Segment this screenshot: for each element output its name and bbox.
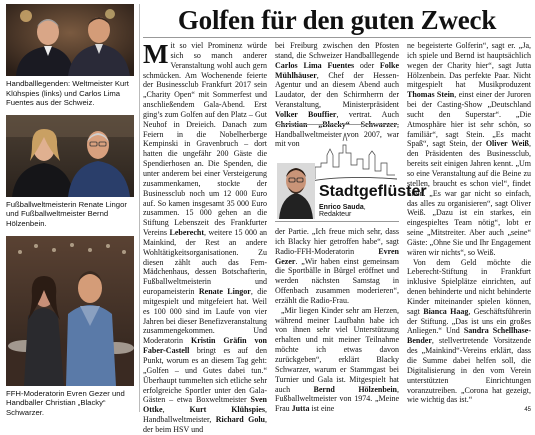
column-box-stadtgefluester [275, 124, 427, 222]
text-run: Von dem Geld möchte die Leberecht-Stiftung in Frankfurt inklusive Spielplätze einrichten, auf denen behinderte und nicht behinderte Kinder miteinander spielen können, sagt [407, 257, 531, 316]
text-run: it so viel Prominenz würde sich so manch anderer Veranstaltung wohl auch gern schmücken. Am Wochenende feierte der Businessclub Frankfurt 2017 sein „Charity Open“ mit Sommerfest und anschließendem Gala-Abend. Erst ging’s zum Golfen auf den Platz – Gut Neuhof in Dreieich. Danach zum Feiern in die Nobelherberge Kempinski in Gravenbruch – dort hatten die ungefähr 200 Gäste die Spendierhosen an. Die Spenden, die unter anderem bei einer Versteigerung zusammenkamen, stockte der Businessclub noch um 12 000 Euro auf. So kamen insgesamt 35 000 Euro zusammen. 15 000 gehen an die Stiftung Lebenszeit des Frankfurter Vereins [143, 41, 267, 238]
photo-caption-2: Fußballweltmeisterin Renate Lingor und Fußballweltmeister Bernd Hölzenbein. [6, 199, 127, 228]
photo-caption-3: FFH-Moderatorin Evren Gezer und Handballer Christian „Blacky“ Schwarzer. [6, 388, 125, 417]
person-name: Bianca Haag [423, 306, 469, 316]
person-name: Thomas Stein [407, 90, 455, 100]
text-run: ist eine [309, 404, 335, 414]
column-divider [139, 4, 140, 412]
drop-cap: M [143, 39, 169, 69]
photo-column [6, 4, 134, 424]
person-name: Christian „Blacky“ Schwarzer [275, 119, 397, 129]
skyline-icon [311, 133, 397, 181]
paragraph [275, 227, 399, 414]
article-column-2-bottom [275, 227, 399, 414]
text-run: , vertrat. Auch [336, 109, 399, 119]
author-name: Enrico Sauda [319, 204, 364, 211]
text-run: der Partie. „Ich freue mich sehr, dass ich Blacky hier getroffen habe“, sagt Radio-FFH-Moderatorin [275, 227, 399, 256]
person-name: Richard Golu [215, 415, 265, 425]
text-run: , [162, 405, 190, 415]
text-run: , Chef der Hessen-Agentur und an diesem Abend auch Laudator, der den Schirmherrn der Veranstaltung, Ministerpräsident [275, 70, 399, 110]
article-column-3 [407, 41, 531, 414]
person-name: Jutta [291, 404, 310, 414]
text-run: , Handballweltmeister, [143, 405, 267, 425]
text-run: bei Freiburg zwischen den Pfosten stand, die Schweizer Handballlegende [275, 41, 399, 60]
article-headline: Golfen für den guten Zweck [177, 5, 497, 35]
author-portrait [277, 163, 315, 219]
article-column-2-top [275, 41, 399, 149]
person-name: Kristin Gräfin von Faber-Castell [143, 336, 267, 356]
person-name: Volker Bouffier [275, 109, 337, 119]
text-run: , Geschäftsführerin der Stiftung. „Das ist uns ein großes Anliegen.“ Und [407, 306, 532, 336]
person-name: Carlos Lima Fuentes [275, 60, 355, 70]
photo-handball-legends [6, 4, 134, 76]
text-run: . „Wir haben einst gemeinsam die Sportbälle in Bürgel eröffnet und werden nächsten Samstag in Offenbach zusammen moderieren“, erzählt die Radio-Frau. [275, 256, 399, 305]
text-run: „Mir liegen Kinder sehr am Herzen, während meiner Laufbahn habe ich von ihnen sehr viel Unterstützung erhalten und mit meiner Teilnahme möchte ich etwas davon zurückgeben“, erklärt Blacky Schwarzer, warum er Stammgast bei Turnier und Gala ist. Mitgespielt hat auch [275, 305, 399, 394]
photo-caption-1: Handballlegenden: Weltmeister Kurt Klühspies (links) und Carlos Lima Fuentes aus der Schweiz. [6, 79, 129, 108]
text-run: , Fußballweltmeister von 1974. „Meine Frau [275, 384, 399, 414]
text-run: , weitere 15 000 an Mainkind, der Rest an andere Wohltätigkeitsorganisationen. Zu diesen zählt auch das Fem-Mädchenhaus, dessen Botschafterin, Fußballweltmeisterin und europameisterin [143, 228, 268, 297]
person-name: Renate Lingor [198, 287, 251, 297]
text-run: , den Präsidenten des Businessclub, bereits seit einigen Jahren kennt. „Um so eine Veranstaltung auf die Beine zu stellen, braucht es schon viel“, findet Stein. „Es war gar nicht so einfach, das alles zu organisieren“, sagt Oliver Weiß. „Dazu ist ein starkes, ein eingespieltes Team nötig“, lobt er seine „Mitstreiter. Aber auch „seine“ Gäste: „Ohne Sie und Ihr Engagement wären wir nichts“, so Weiß. [407, 139, 531, 257]
paragraph [407, 41, 531, 405]
person-name: Kurt Klühspies [189, 405, 265, 415]
photo-footballers [6, 115, 134, 197]
person-name: Oliver Weiß [485, 139, 529, 149]
text-run: , stellvertretende Vorsitzende des „Mainkind“-Vereins erklärt, dass die Summe dabei helfen soll, die Digitalisierung in den vom Verein unterstützten Einrichtungen voranzutreiben. „Corona hat gezeigt, wie wichtig das ist.“ [407, 336, 531, 405]
text-run: ne begeisterte Golferin“, sagt er. „Ja, ich spiele und Bernd ist hauptsächlich wegen der Charity hier“, sagt Jutta Hölzenbein. Das perfekte Paar. Nicht mitgespielt hat Musikproduzent [407, 41, 531, 90]
page-number: 45 [524, 407, 531, 413]
person-name: Folke Mühlhäuser [275, 60, 399, 80]
person-name: Leberecht [169, 228, 204, 238]
text-run: , der beim HSV und [143, 415, 267, 434]
text-run: oder [354, 60, 380, 70]
column-title: Stadtgeflüster [319, 183, 427, 200]
person-name: Bernd Hölzenbein [313, 384, 397, 394]
person-name: Evren Gezer [275, 246, 399, 266]
column-author [319, 204, 399, 218]
text-run: bringt es auf den Punkt, worum es an diesem Tag geht: „Golfen – und Gutes dabei tun.“ Überhaupt tummelten sich etliche sehr erfolgreiche Sportler unter den Gala-Gästen – etwa Boxweltmeister [143, 346, 267, 405]
person-name: Sven Ottke [143, 395, 267, 415]
text-run: , einst einer der Juroren bei der Casting-Show „Deutschland sucht den Superstar“. „Die Atmosphäre hier ist sehr schön, so familiär“, sagt Stein. „Es macht Spaß“, sagt Stein, der [407, 90, 531, 149]
text-run: , die mitgespielt und mitgefeiert hat. Weil es 100 000 sind im Laufe von vier Jahren bei dieser Benefizveranstaltung zusammengekommen. Und Moderatorin [143, 287, 267, 346]
col1-text [143, 41, 267, 434]
paragraph [143, 41, 267, 435]
headline-rule [143, 37, 531, 38]
text-run: , Handballweltmeister von 2007, war mit von [275, 119, 399, 149]
person-name: Sandra Schellhase-Bender [407, 326, 532, 346]
author-role: , Redakteur [319, 204, 366, 218]
article-column-1 [143, 39, 268, 434]
photo-moderator-handballer [6, 236, 134, 386]
